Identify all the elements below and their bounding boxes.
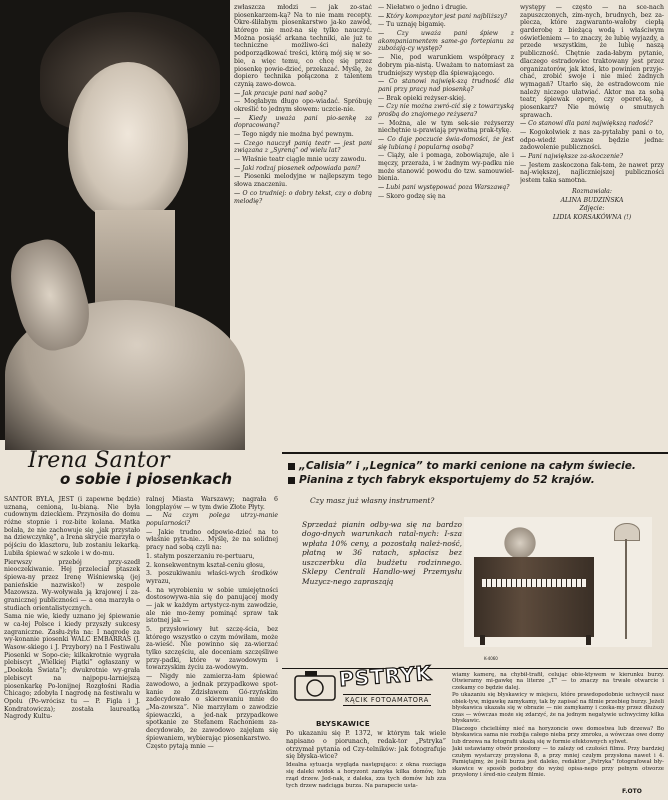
piano-photo xyxy=(464,517,652,647)
question: — Jaki rodzaj piosenek odpowiada pani? xyxy=(234,164,361,172)
interview-column-3 xyxy=(520,4,664,450)
question: — Co stanowi dla pani największą radość? xyxy=(520,120,653,128)
piano-body xyxy=(474,557,594,637)
list-item: 2. konsekwentnym kształ-ceniu głosu, xyxy=(146,561,265,569)
paragraph: — Jestem zaskoczona fak-tem, że nawet przy naj-większej, najliczniejszej publiczności jestem taka samotna. xyxy=(520,161,664,185)
bullet-icon xyxy=(288,463,295,470)
piano-advertisement xyxy=(282,454,668,666)
portrait-face xyxy=(68,62,188,222)
credit-label: Zdjęcie: xyxy=(579,205,605,213)
paragraph: występy — często — na sce-nach zapuszczonych, zim-nych, brudnych, bez za-plecza, które zagwaranto-wałoby ciepłą garderobę z bieżącą wodą i właściwym oświetleniem — to znaczy, że lubię wyjazdy, a przede wszystkim, że lubię naszą publiczność. Chętnie zada-łabym pytanie, dlaczego estradowiec traktowany jest przez organizatorów, jak ktoś, kto powinien przyje-chać, zrobić swoje i nie mieć żadnych wymagań? Utarło się, że estradowcom nie należy niczego ułatwiać. Aktor ma za sobą teatr, śpiewak operę, czy operet-kę, a piosenkarz? Nie mówię o smutnych sprawach. xyxy=(520,4,664,119)
pstryk-right-column xyxy=(452,672,664,788)
article-headline: o sobie i piosenkach xyxy=(60,470,233,488)
question: — Co daje poczucie świa-domości, że jest się lubianą i popularną osobą? xyxy=(378,136,514,151)
camera-icon xyxy=(291,666,341,706)
credit-label: Rozmawiała: xyxy=(572,187,612,195)
question: — Lubi pani występować poza Warszawą? xyxy=(378,184,510,192)
flower-vase xyxy=(500,527,540,559)
portrait-photo xyxy=(0,0,230,440)
paragraph: — Kogokolwiek z nas za-pytałaby pani o to, odpo-wiedź zawsze będzie jedna: zadowolenie publiczności. xyxy=(520,129,664,152)
paragraph: — Skoro godzę się na xyxy=(378,192,446,200)
list-item: 3. poszukiwaniu właści-wych środków wyrazu, xyxy=(146,570,278,585)
lower-column-1 xyxy=(4,496,140,798)
paragraph: zwłaszcza młodzi — jak zo-stać piosenkarzem-ką? Na to nie mam recepty. Okre-śliłabym piosenkarstwo ja-ko zawód, którego nie moż-na się tylko nauczyć. Można posiąść arkana techniki, ale już te techniczne możliwo-ści należy podporządkować treści, którą mój się w so-bie, a więc temu, co chcę się przez piosenkę powie-dzieć, przekazać. Myślę, że dopiero technika połączona z talentem czynią zawo-dowca. xyxy=(234,4,372,88)
pstryk-left-column xyxy=(286,730,446,798)
bullet-icon xyxy=(288,477,295,484)
paragraph: — Piosenki melodyjne w najlepszym tego słowa znaczeniu. xyxy=(234,173,372,189)
lamp-stand xyxy=(625,539,627,639)
paragraph: Idealna sytuacja wygląda następująco: z okna rozciąga się daleki widok a horyzont zamyka kilka domów, lub rząd drzew. Jed-nak, z daleka, zza tych domów lub zza tych drzew nadciąga burza. Na parapecie usta- xyxy=(286,762,446,789)
paragraph: — Można, ale w tym sek-sie reżyserzy niechętnie u-prawiają prywatną prak-tykę. xyxy=(378,119,514,135)
question: — Kiedy uważa pani pio-senkę za dopracowaną? xyxy=(234,114,372,130)
question: — Na czym polega utrzy-manie popularności? xyxy=(146,512,278,528)
question: — O co trudniej: o dobry tekst, czy o dobrą melodię? xyxy=(234,189,372,205)
author-signature: F.OTO xyxy=(622,788,642,795)
paragraph: — Niełatwo o jedno i drugie. xyxy=(378,4,468,11)
list-item: 4. na wyrobieniu w sobie umiejętności dostosowywa-nia się do panującej mody — jak w każdym artystycz-nym zawodzie, ale nie mo-żemy pominąć spraw tak istotnej jak — xyxy=(146,586,278,625)
question: — Pani największe za-skoczenie? xyxy=(520,153,624,161)
interview-column-1 xyxy=(234,4,372,450)
lower-column-2 xyxy=(146,496,278,798)
credit-name: LIDIA KORSAKÓWNA (!) xyxy=(552,213,632,221)
paragraph: — Nigdy nie zamierza-łam śpiewać zawodowo, a jednak przypadkowe spot-kanie ze Zdzisławem Gó-rzyńskim zadecydowało o skierowaniu mnie do „Ma-zowsza”. Nie marzyłam o zawodzie śpiewaczki, a jed-nak przypadkowe spotkanie ze Stefanem Rachoniem za-decydowało, że zawodowo zajęłam się śpiewaniem, wybierając piosenkarstwo. xyxy=(146,673,278,742)
paragraph: — Tego nigdy nie można być pewnym. xyxy=(234,131,354,138)
paragraph: Sama nie wie, kiedy uznano jej śpiewanie w ca-łej Polsce i kiedy przyszły sukcesy zagraniczne. Zasłu-żyła na: I nagrodę za wy-konanie piosenki WALC EMBARRAS (J. Wasow-skiego i J. Przybory) na I Festiwalu Piosenki w Sopo-cie; kilkakrotnie wygrała plebiscyt „Wielkiej Piątki” ogłaszany w „Dookoła Świata”); dwukrotnie wy-grała plebiscyt na najpopu-larniejszą piosenkarkę Po-lonijnej Rozgłośni Radia Chicago; zdobyła I nagrodę na festiwalu w Opolu (Po-wrócisz tu — P. Figla i J. Kondratowicza); została laureatką Nagrody Kultu- xyxy=(4,613,140,721)
paragraph: — Ciąży, ale i pomaga, zobowiązuje, ale i męczy, przeraża, i w żadnym wy-padku nie może stanowić powodu do tzw. samouwiel-bienia. xyxy=(378,152,514,183)
paragraph: — Nie, pod warunkiem współpracy z dobrym pia-nistą. Uważam to natomiast za trudniejszy występ dla śpiewającego. xyxy=(378,54,514,77)
question: — Co stanowi najwięk-szą trudność dla pani przy pracy nad piosenką? xyxy=(378,78,514,93)
question: — Czego nauczył panią teatr — jest pani związana z „Syreną” od wielu lat? xyxy=(234,139,372,155)
question: — Który kompozytor jest pani najbliższy? xyxy=(378,12,508,20)
question: — Jak pracuje pani nad sobą? xyxy=(234,89,327,97)
list-item: 5. przysłowiowy łut szczę-ścia, bez którego wszystko o czym mówiłam, może za-wieść. Nie powinno się za-wierzać tylko szczęściu, ale doceniam szczęśliwe przy-padki, które w zawodowym i towarzyskim życiu za-wodowym. xyxy=(146,626,278,672)
pstryk-logo xyxy=(287,660,435,718)
ad-question: Czy masz już własny instrument? xyxy=(310,496,435,505)
paragraph: — Tu uznaję bigamię. xyxy=(378,21,446,29)
paragraph: ralnej Miasta Warszawy; nagrała 6 longplayów — w tym dwie Złote Płyty. xyxy=(146,496,278,511)
signature-caption: Irena Santor xyxy=(28,448,170,473)
photo-code: K-4060 xyxy=(484,656,498,661)
paragraph: Jaki ustawiamy otwór przesłony — to zależy od czułości filmu. Przy bardziej czułym wystarczy przysłona 8, a przy mniej czułym przysłona nawet i 4. Pamiętajmy, że jeśli burza jest daleko, redaktor „Pstryka” fotografował bły-skawice w sposób podobny do wyżej opisa-nego przy pełnym otworze przysłony i śred-nio czułym filmie. xyxy=(452,746,664,779)
piano-leg xyxy=(480,635,485,645)
paragraph: Często pytają mnie — xyxy=(146,743,214,751)
credit-name: ALINA BUDZIŃSKA xyxy=(560,196,624,204)
paragraph: wiamy kamerę, na chybił-trafił, celując obie-ktywem w kierunku burzy. Otwieramy mi-gawkę na literze „T” — to znaczy na trwałe otwarcie i czekamy co będzie dalej. xyxy=(452,672,664,691)
question: — Czy uważa pani śpiew z akompaniamentem same-go fortepianu za zubożają-cy występ? xyxy=(378,30,514,53)
lamp-shade xyxy=(614,523,640,541)
paragraph: — Właśnie teatr ciągle mnie uczy zawodu. xyxy=(234,156,367,164)
ad-title-text: „Calisia” i „Legnica” to marki cenione na całym świecie. xyxy=(299,460,636,472)
ad-title-text: Pianina z tych fabryk eksportujemy do 52 krajów. xyxy=(299,474,595,486)
section-title: BŁYSKAWICE xyxy=(316,719,370,728)
paragraph: — Brak opieki reżyser-skiej. xyxy=(378,94,466,102)
paragraph: — Jakie trudno odpowie-dzieć na to właśnie pyta-nie... Myślę, że na solidnej pracy nad sobą czyli na: xyxy=(146,528,278,552)
paragraph: Dlaczego chcieliśmy nieć na horyzoncie owe domostwa lub drzewa? Bo błyskawica sama nie rozbija całego nieba przy zmroku, a wówczas owe domy lub drzewa na fotografii ukażą się w formie efektownych sylwet. xyxy=(452,725,664,745)
paragraph: Po ukazaniu się P. 1372, w którym tak wiele napisano o piorunach, redak-tor „Pstryka” otrzymał pytania od Czy-telników: jak fotografuje się błyska-wice? xyxy=(286,730,446,761)
paragraph: Po ukazaniu się błyskawicy w miejscu, które prawdopodobnie uchwycił nasz obiek-tyw, migawkę zamykamy, tak by zapisać na filmie przebieg burzy. Jeżeli błyskawica ukazała się w obrazie — nie zamykamy i czeka-my przez dłuższy czas — wówczas może się zdarzyć, że na jednym negatywie uchwycimy kilka błyskawic. xyxy=(452,692,664,725)
question: — Czy nie można zwró-cić się z towarzyską prośbą do znajomego reżysera? xyxy=(378,103,514,118)
piano-keys xyxy=(482,579,586,587)
paragraph: — Mogłabym długo opo-wiadać. Spróbuję określić to jednym słowem: uczcie-nie. xyxy=(234,98,372,113)
list-item: 1. stałym poszerzaniu re-pertuaru, xyxy=(146,552,255,560)
ad-title-line-1 xyxy=(288,460,636,474)
interview-column-2 xyxy=(378,4,514,450)
piano-leg xyxy=(586,635,591,645)
paragraph: Pierwszy przebój przy-szedł nieoczekiwanie. Hej przeleciał ptaszek śpiewa-ny przez Irenę Wiśniewską (jej panieńskie nazwisko!) w zespole Mazowsza. Wy-woływała ją krajowej i za-granicznej publiczności — a ona marzyła o studiach orientalistycznych. xyxy=(4,558,140,612)
pstryk-subtitle: KĄCIK FOTOAMATORA xyxy=(345,696,429,704)
ad-title-line-2 xyxy=(288,474,595,488)
paragraph: SANTOR BYŁA, JEST (i zapewne będzie) uznaną, cenioną, lu-bianą. Nie była cudownym dzieckiem. Przynosiła do domu różne stopnie i roz-bite kolana. Matka bolała, że nie zachowuje się „jak przystało na dziewczynkę”, a Irena skrycie marzyła o pójściu do klasztoru, lub zostaniu lekarką. Lubiła śpiewać w szkole i w do-mu. xyxy=(4,496,140,557)
pstryk-word: PSTRYK xyxy=(338,660,433,692)
ad-body: Sprzedaż pianin odby-wa się na bardzo dogo-dnych warunkach ratal-nych: I-sza wpłata 10% ceny, a pozostałą należ-ność, płatną w 36 ratach, spłacisz bez uszczerbku dla budżetu rodzinnego. Sklepy Centrali Handlo-wej Przemysłu Muzycz-nego zapraszają xyxy=(302,520,462,586)
